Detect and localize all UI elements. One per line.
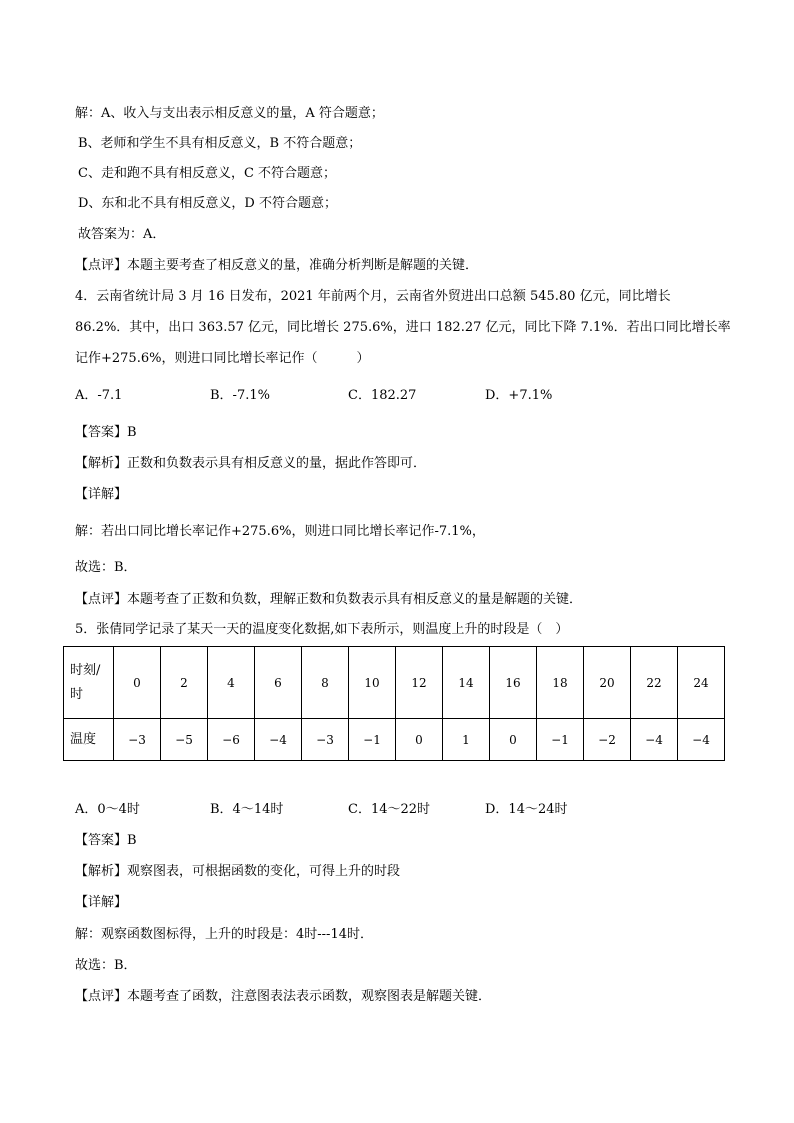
q4-comment: 【点评】本题考查了正数和负数，理解正数和负数表示具有相反意义的量是解题的关键． xyxy=(75,592,583,607)
time-cell: 8 xyxy=(302,647,349,719)
q4-detail-title: 【详解】 xyxy=(75,487,128,502)
q4-stem-line-1: 4．云南省统计局 3 月 16 日发布，2021 年前两个月，云南省外贸进出口总额 545.80 亿元，同比增长 xyxy=(75,289,671,304)
q5-stem: 5．张倩同学记录了某天一天的温度变化数据,如下表所示，则温度上升的时段是（ ） xyxy=(75,622,569,637)
time-cell: 10 xyxy=(349,647,396,719)
q4-stem-line-3: 记作+275.6%，则进口同比增长率记作（ ） xyxy=(75,351,370,366)
q4-choice: 故选：B． xyxy=(75,560,137,575)
q4-option-c: C．182.27 xyxy=(348,388,417,403)
solution-conclusion: 故答案为：A． xyxy=(78,227,166,242)
time-cell: 14 xyxy=(443,647,490,719)
temperature-cell: −4 xyxy=(255,719,302,761)
q4-option-d: D．+7.1% xyxy=(485,388,553,403)
time-cell: 0 xyxy=(114,647,161,719)
time-cell: 2 xyxy=(161,647,208,719)
q5-option-c: C．14～22时 xyxy=(348,802,431,817)
temperature-cell: 0 xyxy=(490,719,537,761)
q5-detail: 解：观察函数图标得，上升的时段是：4时---14时． xyxy=(75,927,373,942)
q4-stem-line-2: 86.2%．其中，出口 363.57 亿元，同比增长 275.6%，进口 182.27 亿元，同比下降 7.1%．若出口同比增长率 xyxy=(75,320,731,335)
solution-line-b: B、老师和学生不具有相反意义，B 不符合题意； xyxy=(78,136,362,151)
time-cell: 22 xyxy=(631,647,678,719)
temperature-table xyxy=(63,646,725,761)
time-cell: 12 xyxy=(396,647,443,719)
time-cell: 4 xyxy=(208,647,255,719)
q5-comment: 【点评】本题考查了函数，注意图表法表示函数，观察图表是解题关键． xyxy=(75,989,492,1004)
temperature-cell: −3 xyxy=(302,719,349,761)
time-cell: 24 xyxy=(678,647,725,719)
solution-line-d: D、东和北不具有相反意义，D 不符合题意； xyxy=(78,196,337,211)
temperature-cell: −3 xyxy=(114,719,161,761)
time-row xyxy=(64,647,725,719)
solution-line-a: 解：A、收入与支出表示相反意义的量，A 符合题意； xyxy=(75,106,384,121)
q4-option-a: A．-7.1 xyxy=(75,388,123,403)
q4-answer: 【答案】B xyxy=(75,425,137,440)
q5-option-b: B．4～14时 xyxy=(210,802,284,817)
temperature-cell: −4 xyxy=(631,719,678,761)
time-cell: 20 xyxy=(584,647,631,719)
time-row-header xyxy=(64,647,114,719)
time-cell: 16 xyxy=(490,647,537,719)
prev-comment: 【点评】本题主要考查了相反意义的量，准确分析判断是解题的关键． xyxy=(75,258,479,273)
time-cell: 18 xyxy=(537,647,584,719)
q5-answer: 【答案】B xyxy=(75,833,137,848)
time-cell: 6 xyxy=(255,647,302,719)
time-header-bottom: 时 xyxy=(70,686,84,702)
q5-option-a: A．0～4时 xyxy=(75,802,140,817)
q4-option-b: B．-7.1% xyxy=(210,388,270,403)
q4-analysis: 【解析】正数和负数表示具有相反意义的量，据此作答即可． xyxy=(75,456,427,471)
temperature-cell: −1 xyxy=(537,719,584,761)
q5-choice: 故选：B． xyxy=(75,958,137,973)
temperature-cell: −1 xyxy=(349,719,396,761)
q5-option-d: D．14～24时 xyxy=(485,802,568,817)
q4-detail: 解：若出口同比增长率记作+275.6%，则进口同比增长率记作-7.1%， xyxy=(75,524,485,539)
temperature-cell: −6 xyxy=(208,719,255,761)
q5-analysis: 【解析】观察图表，可根据函数的变化，可得上升的时段 xyxy=(75,864,401,879)
temperature-row xyxy=(64,719,725,761)
time-header-top: 时刻/ xyxy=(70,662,101,678)
temperature-cell: −4 xyxy=(678,719,725,761)
temperature-cell: −5 xyxy=(161,719,208,761)
temperature-cell: −2 xyxy=(584,719,631,761)
temperature-cell: 1 xyxy=(443,719,490,761)
q5-detail-title: 【详解】 xyxy=(75,895,128,910)
solution-line-c: C、走和跑不具有相反意义，C 不符合题意； xyxy=(78,166,337,181)
temperature-cell: 0 xyxy=(396,719,443,761)
temperature-row-header: 温度 xyxy=(64,719,114,761)
